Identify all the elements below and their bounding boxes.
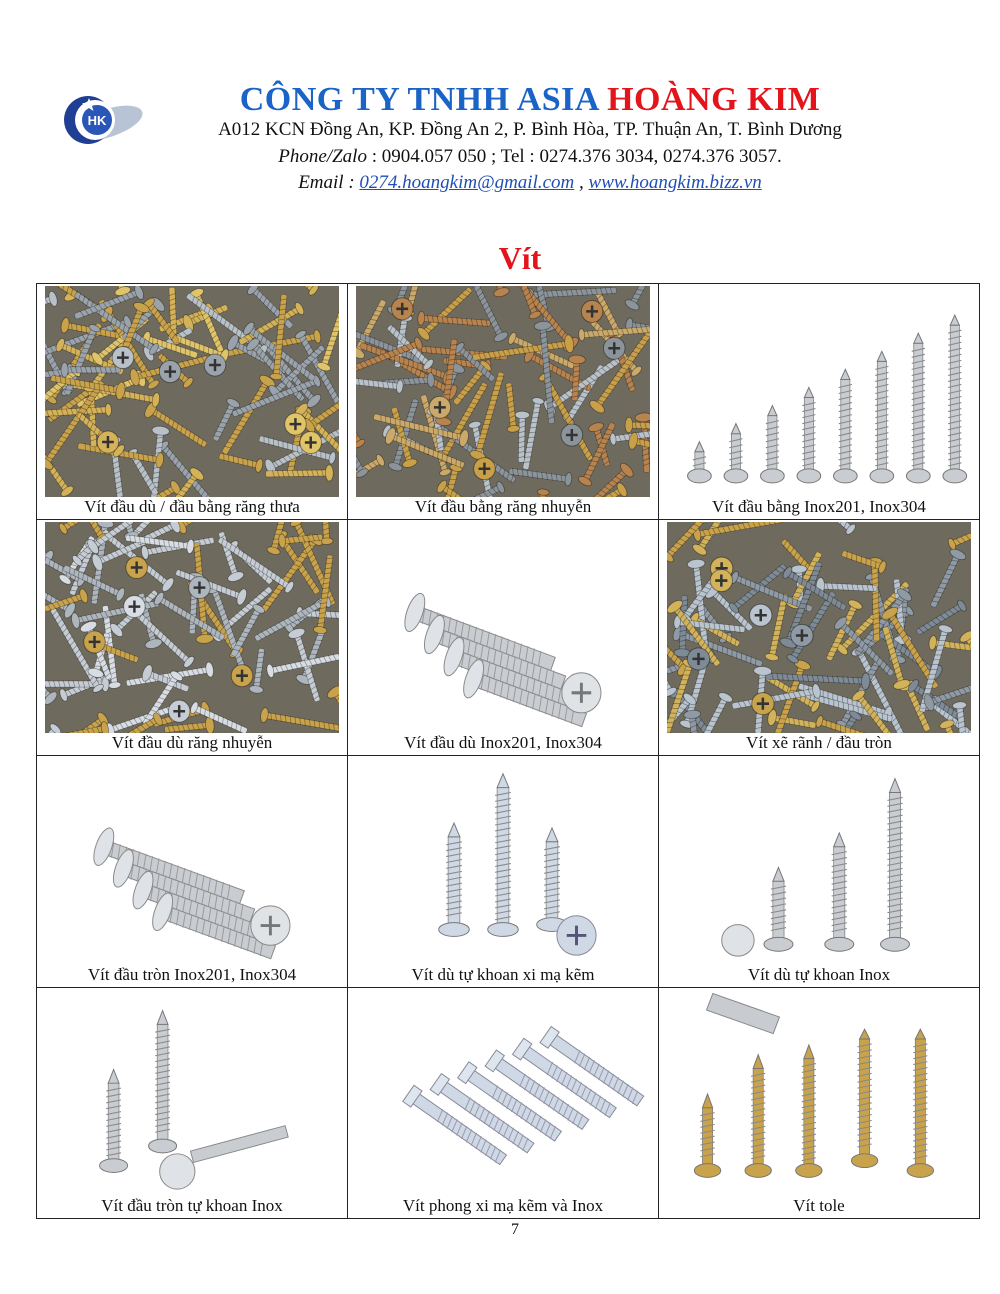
product-cell [348, 988, 659, 1218]
product-caption: Vít đầu dù răng nhuyễn [111, 733, 273, 752]
silver-pan-head-fine-thread-screws-pile-image [45, 522, 339, 733]
product-caption: Vít đầu bằng Inox201, Inox304 [712, 497, 926, 516]
stainless-round-head-screws-image [45, 758, 339, 965]
stainless-truss-head-screws-image [356, 522, 650, 733]
product-image [356, 522, 650, 733]
phone-numbers: : 0904.057 050 ; Tel : 0274.376 3034, 0274.376 3057. [366, 146, 782, 167]
contact-email [160, 172, 900, 194]
product-cell [37, 520, 348, 756]
product-caption: Vít đầu bằng răng nhuyễn [414, 497, 592, 516]
mixed-slotted-round-head-screws-pile-image [667, 522, 971, 733]
contact-phone [160, 146, 900, 168]
product-image [667, 286, 971, 497]
product-caption: Vít đầu dù / đầu bằng răng thưa [84, 497, 300, 516]
product-caption: Vít phong xi mạ kẽm và Inox [402, 1196, 604, 1215]
product-cell [348, 284, 659, 520]
company-name [160, 80, 900, 120]
product-image [356, 990, 650, 1196]
company-name-highlight: HOÀNG KIM [607, 81, 821, 118]
product-cell [659, 520, 979, 756]
product-caption: Vít dù tự khoan Inox [747, 965, 891, 984]
email-link[interactable]: 0274.hoangkim@gmail.com [359, 172, 575, 193]
product-image [356, 286, 650, 497]
product-caption: Vít tole [793, 1196, 845, 1215]
product-cell [659, 988, 979, 1218]
product-image [356, 758, 650, 965]
email-label: Email : [298, 172, 360, 193]
product-cell [659, 756, 979, 988]
stainless-self-drilling-truss-screws-image [667, 758, 971, 965]
mixed-colored-flat-head-screws-pile-image [356, 286, 650, 497]
product-cell [348, 520, 659, 756]
product-cell [37, 988, 348, 1218]
product-caption: Vít dù tự khoan xi mạ kẽm [411, 965, 595, 984]
zinc-self-drilling-truss-screws-image [356, 758, 650, 965]
product-image [667, 758, 971, 965]
product-caption: Vít đầu tròn Inox201, Inox304 [87, 965, 297, 984]
section-title: Vít [498, 240, 542, 276]
product-cell [37, 756, 348, 988]
product-cell [659, 284, 979, 520]
phone-label: Phone/Zalo [278, 146, 367, 167]
product-cell [348, 756, 659, 988]
mixed-gold-silver-screws-pile-image [45, 286, 339, 497]
letterhead [0, 0, 1000, 200]
product-image [45, 990, 339, 1196]
hex-lag-screws-zinc-image [356, 990, 650, 1196]
product-cell [37, 284, 348, 520]
product-image [45, 758, 339, 965]
svg-text:HK: HK [87, 113, 107, 128]
product-image [45, 286, 339, 497]
product-image [667, 522, 971, 733]
product-caption: Vít đầu tròn tự khoan Inox [101, 1196, 283, 1215]
product-caption: Vít đầu dù Inox201, Inox304 [404, 733, 602, 752]
company-address: A012 KCN Đồng An, KP. Đồng An 2, P. Bình Hòa, TP. Thuận An, T. Bình Dương [218, 119, 842, 140]
product-grid [36, 283, 980, 1219]
stainless-flat-head-screws-row-image [667, 286, 971, 497]
page-number: 7 [511, 1221, 519, 1238]
stainless-self-drilling-pan-screws-image [45, 990, 339, 1196]
company-name-prefix: CÔNG TY TNHH ASIA [239, 81, 608, 118]
roofing-screws-with-socket-image [667, 990, 971, 1196]
product-image [667, 990, 971, 1196]
company-logo [56, 90, 148, 152]
website-link[interactable]: www.hoangkim.bizz.vn [588, 172, 762, 193]
contact-separator: , [574, 172, 589, 193]
product-caption: Vít xẽ rãnh / đầu tròn [746, 733, 892, 752]
product-image [45, 522, 339, 733]
